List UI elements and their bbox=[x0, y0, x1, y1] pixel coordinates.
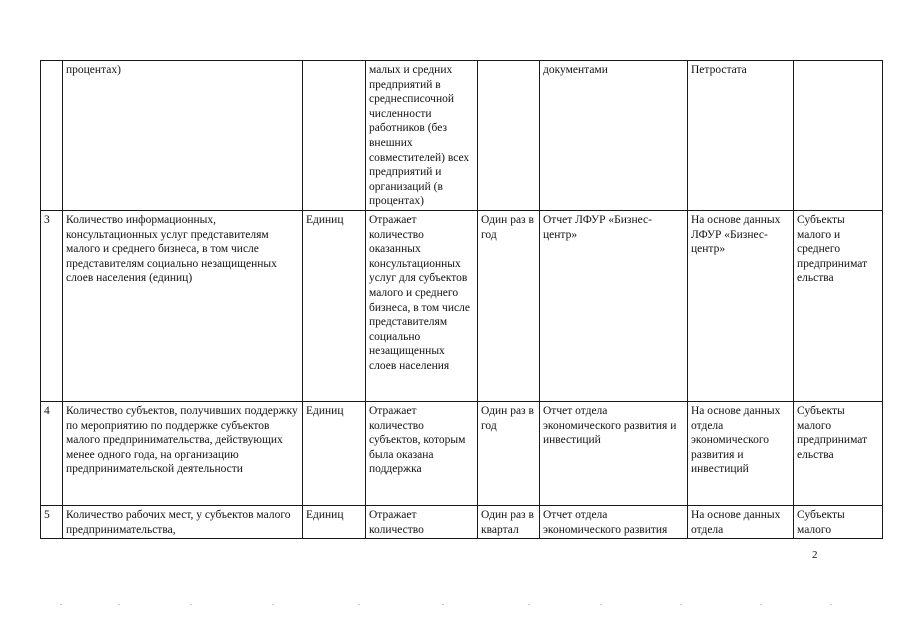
indicator-name-cell: Количество субъектов, получивших поддержку по мероприятию по поддержке субъектов малого предпринимательства, действующих менее одного года, на организацию предпринимательской деятельности bbox=[63, 401, 303, 505]
frequency-cell: Один раз в год bbox=[478, 401, 540, 505]
description-cell: малых и средних предприятий в среднесписочной численности работников (без внешних совместителей) всех предприятий и организаций (в процентах) bbox=[366, 61, 478, 211]
unit-cell: Единиц bbox=[303, 401, 366, 505]
scan-artifact-dots bbox=[40, 604, 882, 608]
page-number: 2 bbox=[812, 549, 818, 561]
source-cell: Отчет отдела экономического развития и инвестиций bbox=[540, 401, 688, 505]
table-row bbox=[41, 401, 883, 505]
row-number-cell: 4 bbox=[41, 401, 63, 505]
method-cell: На основе данных ЛФУР «Бизнес-центр» bbox=[688, 210, 794, 401]
unit-cell bbox=[303, 61, 366, 211]
row-number-cell: 3 bbox=[41, 210, 63, 401]
source-cell: Отчет ЛФУР «Бизнес-центр» bbox=[540, 210, 688, 401]
method-cell: На основе данных отдела bbox=[688, 505, 794, 538]
description-cell: Отражает количество bbox=[366, 505, 478, 538]
table-row bbox=[41, 61, 883, 211]
method-cell: На основе данных отдела экономического развития и инвестиций bbox=[688, 401, 794, 505]
subjects-cell: Субъекты малого bbox=[794, 505, 883, 538]
indicator-name-cell: Количество рабочих мест, у субъектов малого предпринимательства, bbox=[63, 505, 303, 538]
indicator-name-cell: процентах) bbox=[63, 61, 303, 211]
frequency-cell: Один раз в год bbox=[478, 210, 540, 401]
source-cell: документами bbox=[540, 61, 688, 211]
unit-cell: Единиц bbox=[303, 505, 366, 538]
subjects-cell bbox=[794, 61, 883, 211]
indicator-name-cell: Количество информационных, консультационных услуг представителям малого и среднего бизнеса, в том числе представителям социально незащищенных слоев населения (единиц) bbox=[63, 210, 303, 401]
frequency-cell bbox=[478, 61, 540, 211]
indicators-table bbox=[40, 60, 883, 539]
unit-cell: Единиц bbox=[303, 210, 366, 401]
table-row bbox=[41, 505, 883, 538]
frequency-cell: Один раз в квартал bbox=[478, 505, 540, 538]
description-cell: Отражает количество субъектов, которым была оказана поддержка bbox=[366, 401, 478, 505]
row-number-cell: 5 bbox=[41, 505, 63, 538]
row-number-cell bbox=[41, 61, 63, 211]
table-row bbox=[41, 210, 883, 401]
subjects-cell: Субъекты малого предпринимат ельства bbox=[794, 401, 883, 505]
subjects-cell: Субъекты малого и среднего предпринимат ельства bbox=[794, 210, 883, 401]
source-cell: Отчет отдела экономического развития bbox=[540, 505, 688, 538]
description-cell: Отражает количество оказанных консультационных услуг для субъектов малого и среднего бизнеса, в том числе представителям социально незащищенных слоев населения bbox=[366, 210, 478, 401]
method-cell: Петростата bbox=[688, 61, 794, 211]
